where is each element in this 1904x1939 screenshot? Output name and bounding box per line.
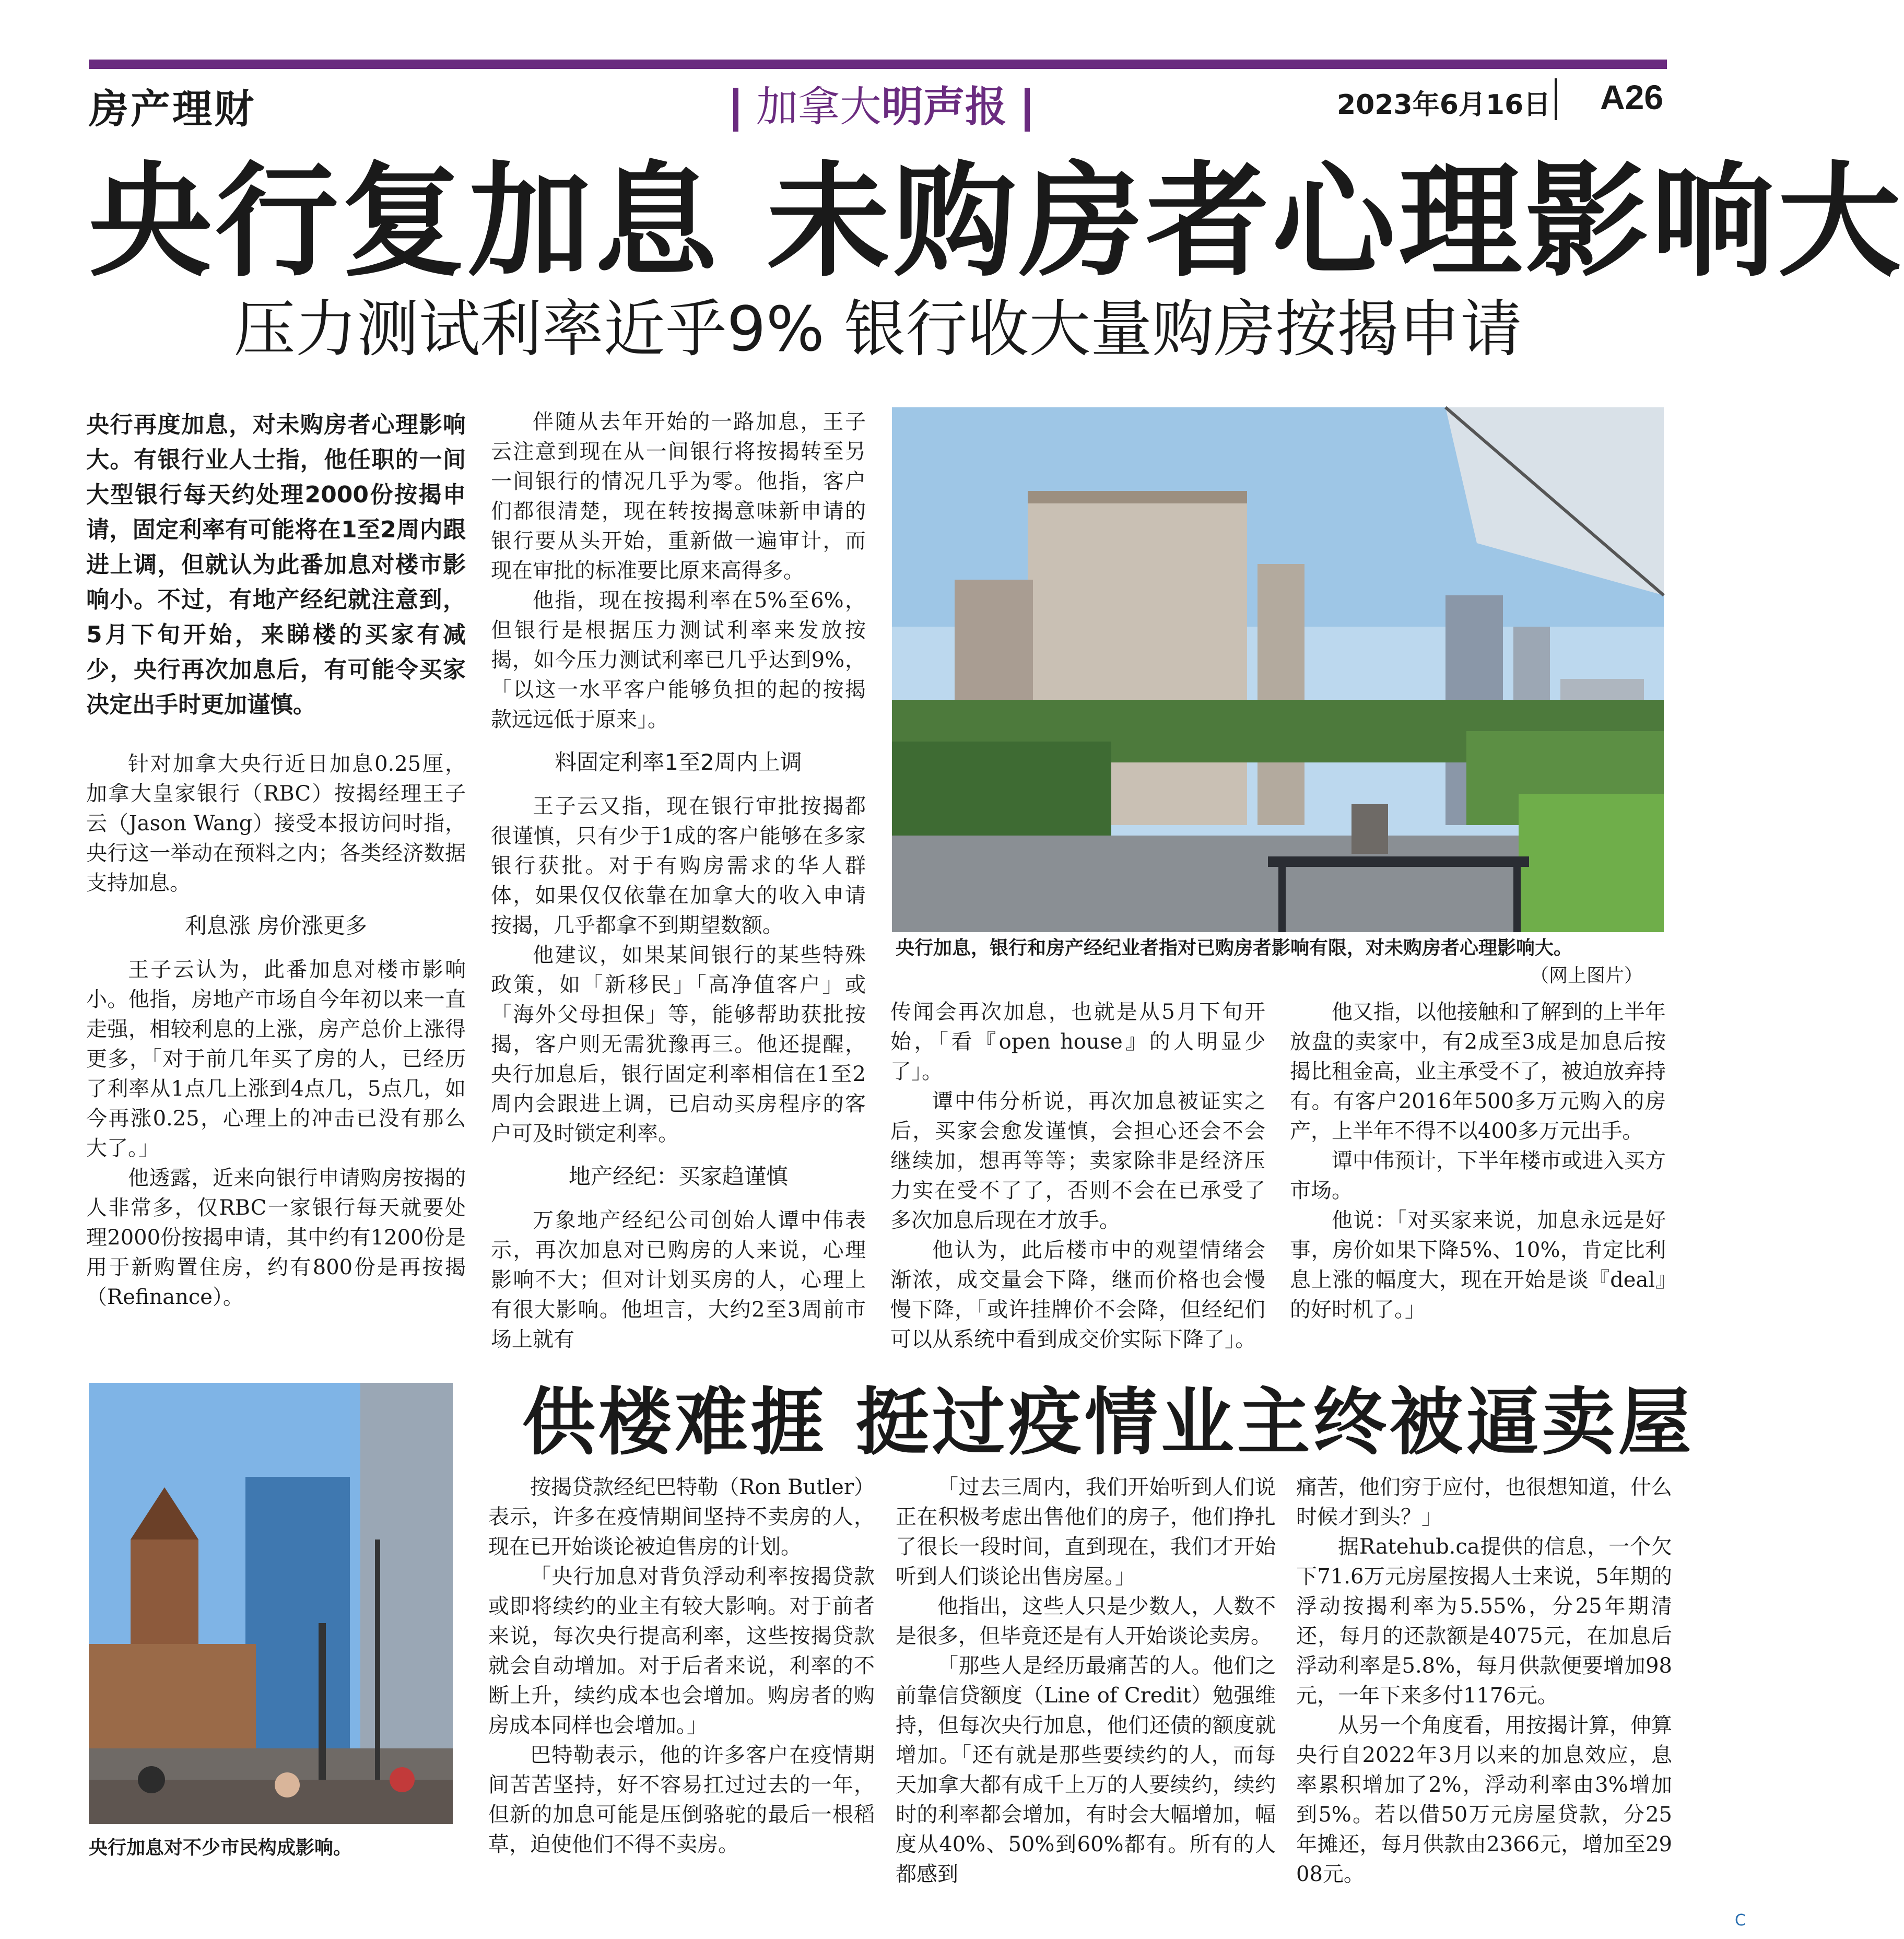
issue-date: 2023年6月16日 <box>1337 89 1551 121</box>
paper-name <box>715 73 1048 133</box>
paragraph: 王子云又指，现在银行审批按揭都很谨慎，只有少于1成的客户能够在多家银行获批。对于有购房需求的华人群体，如果仅仅依靠在加拿大的收入申请按揭，几乎都拿不到期望数额。 <box>491 794 866 937</box>
paragraph: 万象地产经纪公司创始人谭中伟表示，再次加息对已购房的人来说，心理影响不大；但对计划买房的人，心理上有很大影响。他坦言，大约2至3周前市场上就有 <box>491 1208 866 1352</box>
article1-column-3 <box>890 997 1265 1352</box>
paragraph: 巴特勒表示，他的许多客户在疫情期间苦苦坚持，好不容易扛过过去的一年，但新的加息可能是压倒骆驼的最后一根稻草，迫使他们不得不卖房。 <box>488 1743 875 1856</box>
photo-caption: 央行加息对不少市民构成影响。 <box>89 1837 352 1859</box>
paragraph: 他指，现在按揭利率在5%至6%，但银行是根据压力测试利率来发放按揭，如今压力测试利率已几乎达到9%，「以这一水平客户能够负担的起的按揭款远远低于原来」。 <box>491 589 866 732</box>
street-photo <box>89 1383 453 1824</box>
paragraph: 从另一个角度看，用按揭计算，伸算央行自2022年3月以来的加息效应，息率累积增加了2%，浮动利率由3%增加到5%。若以借50万元房屋贷款，分25年摊还，每月供款由2366元，增加至2908元。 <box>1296 1713 1672 1886</box>
article1-column-2 <box>491 407 866 1352</box>
paragraph: 针对加拿大央行近日加息0.25厘，加拿大皇家银行（RBC）按揭经理王子云（Jason Wang）接受本报访问时指，央行这一举动在预料之内；各类经济数据支持加息。 <box>86 752 466 895</box>
paragraph: 按揭贷款经纪巴特勒（Ron Butler）表示，许多在疫情期间坚持不卖房的人，现在已开始谈论被迫售房的计划。 <box>488 1475 875 1559</box>
divider-bar <box>1025 88 1030 132</box>
balcony-photo <box>892 407 1664 932</box>
paragraph: 痛苦，他们穷于应付，也很想知道，什么时候才到头？」 <box>1296 1475 1672 1529</box>
main-subheadline: 压力测试利率近乎9% 银行收大量购房按揭申请 <box>233 293 1522 365</box>
paper-prefix: 加拿大 <box>756 83 882 131</box>
main-headline: 央行复加息 未购房者心理影响大 <box>89 150 1904 293</box>
paper-title: 明声报 <box>882 83 1007 131</box>
subhead: 料固定利率1至2周内上调 <box>555 749 802 775</box>
paragraph: 王子云认为，此番加息对楼市影响小。他指，房地产市场自今年初以来一直走强，相较利息的上涨，房产总价上涨得更多，「对于前几年买了房的人，已经历了利率从1点几上涨到4点几，5点几，如今再涨0.25，心理上的冲击已没有那么大了。」 <box>86 958 466 1160</box>
article1-column-4 <box>1290 997 1666 1332</box>
article2-column-2 <box>896 1473 1276 1886</box>
paragraph: 谭中伟分析说，再次加息被证实之后，买家会愈发谨慎，会担心还会不会继续加，想再等等；卖家除非是经济压力实在受不了了，否则不会在已承受了多次加息后现在才放手。 <box>890 1089 1265 1232</box>
section-label: 房产理财 <box>89 86 256 132</box>
article1-lead: 央行再度加息，对未购房者心理影响大。有银行业人士指，他任职的一间大型银行每天约处理2000份按揭申请，固定利率有可能将在1至2周内跟进上调，但就认为此番加息对楼市影响小。不过，有地产经纪就注意到，5月下旬开始，来睇楼的买家有减少，央行再次加息后，有可能令买家决定出手时更加谨慎。 <box>86 412 466 718</box>
masthead-rule <box>89 60 1667 69</box>
divider-bar <box>1555 78 1557 120</box>
article2-column-3 <box>1296 1473 1672 1886</box>
paragraph: 他说：「对买家来说，加息永远是好事，房价如果下降5%、10%，肯定比利息上涨的幅度大，现在开始是谈『deal』的好时机了。」 <box>1290 1208 1666 1322</box>
paragraph: 他指出，这些人只是少数人，人数不是很多，但毕竟还是有人开始谈论卖房。 <box>896 1594 1276 1648</box>
page-number: A26 <box>1600 78 1664 116</box>
article1-column-1 <box>86 407 466 1326</box>
paragraph: 「过去三周内，我们开始听到人们说正在积极考虑出售他们的房子，他们挣扎了很长一段时间，直到现在，我们才开始听到人们谈论出售房屋。」 <box>896 1475 1276 1589</box>
paragraph: 据Ratehub.ca提供的信息，一个欠下71.6万元房屋按揭人士来说，5年期的浮动按揭利率为5.55%，分25年期清还，每月的还款额是4075元，在加息后浮动利率是5.8%，每月供款便要增加98元，一年下来多付1176元。 <box>1296 1535 1672 1708</box>
second-headline: 供楼难捱 挺过疫情业主终被逼卖屋 <box>522 1380 1695 1465</box>
paragraph: 「央行加息对背负浮动利率按揭贷款或即将续约的业主有较大影响。对于前者来说，每次央行提高利率，这些按揭贷款就会自动增加。对于后者来说，利率的不断上升，续约成本也会增加。购房者的购房成本同样也会增加。」 <box>488 1565 875 1737</box>
paragraph: 传闻会再次加息，也就是从5月下旬开始，「看『open house』的人明显少了」。 <box>890 1000 1265 1084</box>
paragraph: 他透露，近来向银行申请购房按揭的人非常多，仅RBC一家银行每天就要处理2000份按揭申请，其中约有1200份是用于新购置住房，约有800份是再按揭（Refinance）。 <box>86 1166 466 1309</box>
divider-bar <box>733 88 738 132</box>
paragraph: 他又指，以他接触和了解到的上半年放盘的卖家中，有2成至3成是加息后按揭比租金高，业主承受不了，被迫放弃持有。有客户2016年500多万元购入的房产，上半年不得不以400多万元出手。 <box>1290 1000 1666 1143</box>
subhead: 利息涨 房价涨更多 <box>184 913 368 938</box>
paragraph: 他认为，此后楼市中的观望情绪会渐浓，成交量会下降，继而价格也会慢慢下降，「或许挂牌价不会降，但经纪们可以从系统中看到成交价实际下降了」。 <box>890 1238 1265 1352</box>
photo-caption: 央行加息，银行和房产经纪业者指对已购房者影响有限，对未购房者心理影响大。 <box>896 937 1573 959</box>
article2-column-1 <box>488 1473 875 1880</box>
paragraph: 「那些人是经历最痛苦的人。他们之前靠信贷额度（Line of Credit）勉强维持，但每次央行加息，他们还债的额度就增加。「还有就是那些要续约的人，而每天加拿大都有成千上万的人要续约，续约时的利率都会增加，有时会大幅增加，幅度从40%、50%到60%都有。所有的人都感到 <box>896 1654 1276 1886</box>
corner-mark: C <box>1735 1911 1746 1930</box>
paragraph: 谭中伟预计，下半年楼市或进入买方市场。 <box>1290 1149 1666 1203</box>
photo-credit: （网上图片） <box>1530 965 1643 986</box>
subhead: 地产经纪：买家趋谨慎 <box>568 1164 788 1189</box>
paragraph: 他建议，如果某间银行的某些特殊政策，如「新移民」「高净值客户」或「海外父母担保」等，能够帮助获批按揭，客户则无需犹豫再三。他还提醒，央行加息后，银行固定利率相信在1至2周内会跟进上调，已启动买房程序的客户可及时锁定利率。 <box>491 943 866 1146</box>
paragraph: 伴随从去年开始的一路加息，王子云注意到现在从一间银行将按揭转至另一间银行的情况几乎为零。他指，客户们都很清楚，现在转按揭意味新申请的银行要从头开始，重新做一遍审计，而现在审批的标准要比原来高得多。 <box>491 410 866 583</box>
